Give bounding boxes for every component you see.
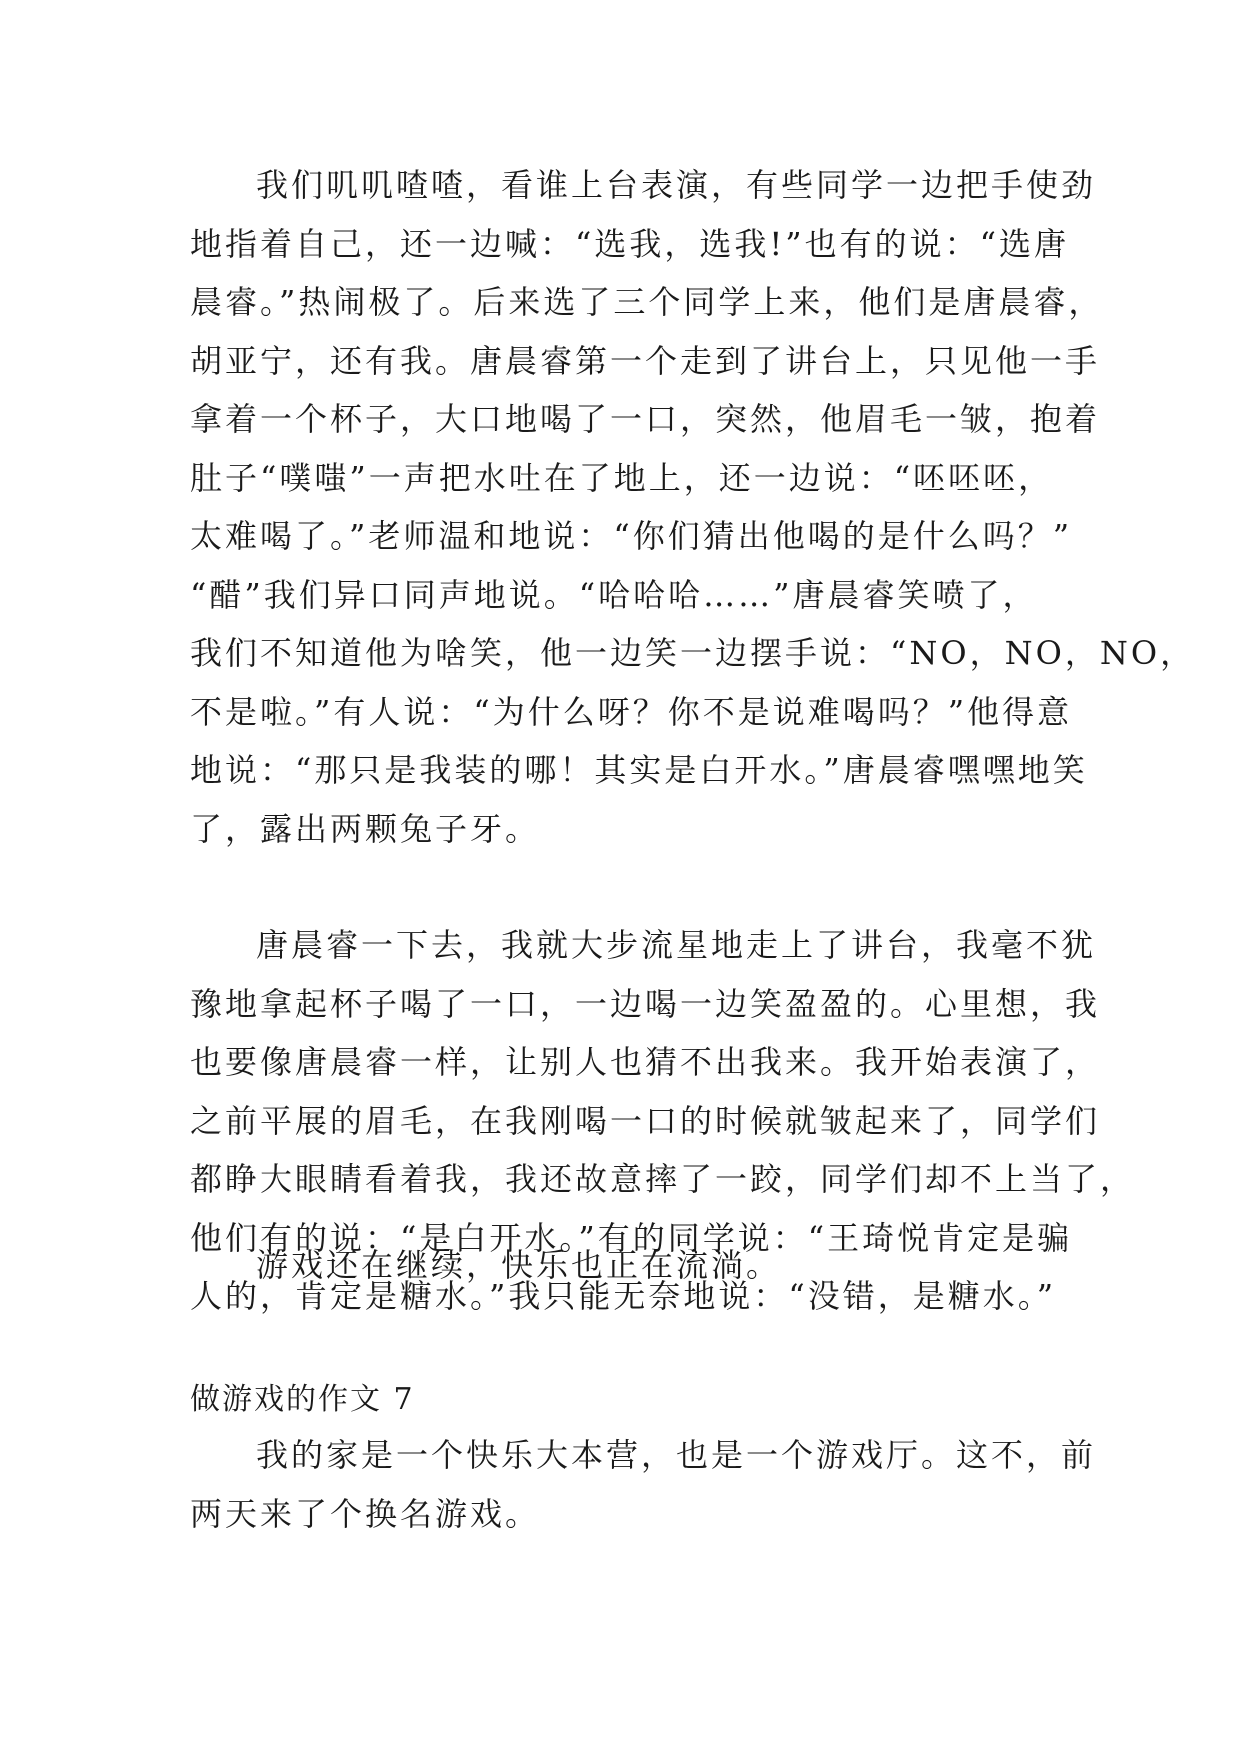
paragraph-line: 拿着一个杯子，大口地喝了一口，突然，他眉毛一皱，抱着 [190,400,1101,438]
paragraph-1 [190,156,1196,858]
paragraph-line: 我们不知道他为啥笑，他一边笑一边摆手说：“NO，NO，NO， [190,634,1196,672]
paragraph-line: 不是啦。”有人说：“为什么呀？你不是说难喝吗？”他得意 [190,692,1073,731]
paragraph-line: 也要像唐晨睿一样，让别人也猜不出我来。我开始表演了， [190,1043,1101,1081]
paragraph-line: 我的家是一个快乐大本营，也是一个游戏厅。这不，前 [256,1436,1097,1474]
paragraph-3 [190,1236,1070,1295]
paragraph-line: 肚子“噗嗤”一声把水吐在了地上，还一边说：“呸呸呸， [190,458,1054,497]
paragraph-line: 都睁大眼睛看着我，我还故意摔了一跤，同学们却不上当了， [190,1160,1136,1198]
paragraph-line: “醋”我们异口同声地说。“哈哈哈……”唐晨睿笑喷了， [190,575,1038,614]
paragraph-line: 游戏还在继续，快乐也正在流淌。 [256,1246,782,1284]
paragraph-line: 唐晨睿一下去，我就大步流星地走上了讲台，我毫不犹 [256,926,1097,964]
paragraph-line: 地说：“那只是我装的哪！其实是白开水。”唐晨睿嘿嘿地笑 [190,751,1088,789]
section-heading: 做游戏的作文 7 [190,1382,415,1417]
paragraph-line: 豫地拿起杯子喝了一口，一边喝一边笑盈盈的。心里想，我 [190,984,1101,1023]
paragraph-line: 人的，肯定是糖水。”我只能无奈地说：“没错，是糖水。” [190,1277,1057,1315]
paragraph-line: 他们有的说：“是白开水。”有的同学说：“王琦悦肯定是骗 [190,1218,1073,1257]
section-paragraph [190,1426,1097,1543]
paragraph-line: 我们叽叽喳喳，看谁上台表演，有些同学一边把手使劲 [256,166,1097,204]
paragraph-line: 晨睿。”热闹极了。后来选了三个同学上来，他们是唐晨睿， [190,283,1104,321]
paragraph-line: 两天来了个换名游戏。 [190,1494,541,1533]
paragraph-line: 之前平展的眉毛，在我刚喝一口的时候就皱起来了，同学们 [190,1101,1101,1140]
paragraph-line: 地指着自己，还一边喊：“选我，选我!”也有的说：“选唐 [190,224,1069,263]
paragraph-line: 了，露出两颗兔子牙。 [190,809,541,848]
paragraph-line: 太难喝了。”老师温和地说：“你们猜出他喝的是什么吗？” [190,517,1073,555]
paragraph-line: 胡亚宁，还有我。唐晨睿第一个走到了讲台上，只见他一手 [190,341,1101,380]
